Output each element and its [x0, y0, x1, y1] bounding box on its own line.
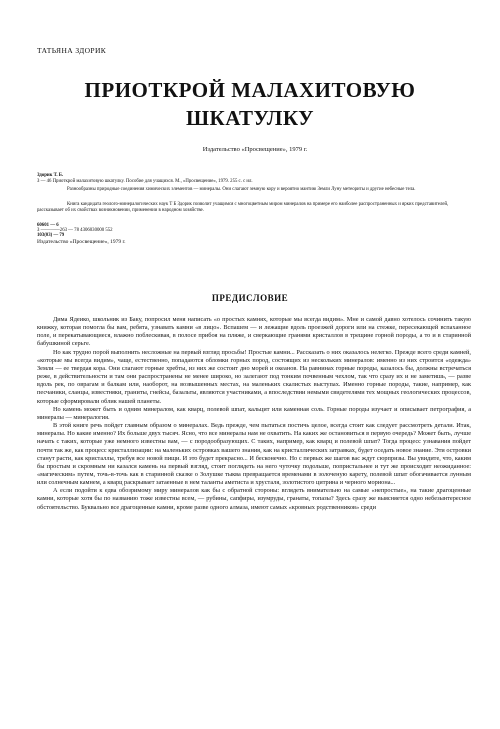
copyright-line: Издательство «Просвещение», 1979 г. — [37, 239, 126, 245]
title-line-1: ПРИОТКРОЙ МАЛАХИТОВУЮ — [84, 78, 416, 102]
publisher-line: Издательство «Просвещение», 1979 г. — [202, 146, 308, 153]
bib-author: Здорик Т. Б. — [37, 173, 64, 178]
bib-description-1: Разнообразны природные соединения химических элементов — минералы. Они слагают земную кору и вероятно мантию Земли Луну метеориты и другие небесные тела. — [67, 187, 416, 192]
section-heading: ПРЕДИСЛОВИЕ — [211, 293, 289, 303]
title-line-2: ШКАТУЛКУ — [185, 106, 315, 130]
paragraph: Но как трудно порой выполнить несложные на первый взгляд просьбы! Простые камни... Рассказать о них оказалось нелегко. Прежде всего среди камней, «которые мы всегда видим», чаще, естественно, попадаются обломки горных пород, состоящих из нескольких минералов: именно из них строится «одежда» Земли — ее твердая кора. Они слагают горные хребты, из них же состоит дно морей и океанов. На равнинах горные породы, казалось бы, должны встречаться реже, в действительности и там они распространены не менее широко, но залегают под тонким почвенным чехлом, так что сразу их и не заметишь, — разве вдоль рек, по оврагам и балкам или, наоборот, на возвышенных местах, на маленьких скалистых выступах. Именно горные породы, такие, например, как песчаники, сланцы, известняки, граниты, гнейсы, базальты, являются участниками, а впоследствии немыми свидетелями тех мощных геологических процессов, которые сформировали облик нашей планеты. — [37, 348, 471, 405]
bib-description-2: Книга кандидата геолого-минералогических наук Т Б Здорик позволит учащимся с многоцветным миром минералов на примере его наиболее распространенных и ярких представителей, рассказывает об их свойствах возникновении, применении в народном хозяйстве. — [37, 202, 449, 213]
paragraph: Дима Ядеико, школьник из Баку, попросил меня написать «о простых камнях, которые мы всегда видим». Мне и самой давно хотелось сочинить такую книжку, которая помогла бы вам, ребята, узнавать камни «в лицо». Вспашем — и лежащие вдоль проезжей дороги или на стежке, пересекающей вспаханное поле, и перекатывающиеся, влажно поблескивая, в полосе прибоя на пляже, и сверкающие гранями кристаллов в трещине горной породы, а то и в старинной бабушкиной серьге. — [37, 316, 471, 348]
catalog-code-3: 103(03) — 79 — [37, 233, 65, 238]
paragraph: А если подойти к едва обозримому миру минералов как бы с обратной стороны: вглядеть внимательно на самые «непростые», на такие драгоценные камни, которые хотя бы по названию тоже известны всем, — рубины, сапфиры, изумруды, гранаты, топазы? Здесь сразу же выясняется одно небезынтересное обстоятельство. Буквально все драгоценные камни, кроме разве одного алмаза, имеют самых «кровных родственников» среди — [37, 487, 471, 511]
book-title — [40, 76, 460, 132]
bib-reference: З — 46 Приоткрой малахитовую шкатулку. Пособие для учащихся. М., «Просвещение», 1979. 255 с. с ил. — [37, 179, 253, 184]
paragraph: Но камень может быть и одним минералом, как кварц, полевой шпат, кальцит или каменная соль. Горные породы изучает и описывает петрография, а минералы — минералогия. — [37, 405, 471, 421]
paragraph: В этой книге речь пойдет главным образом о минералах. Ведь прежде, чем пытаться постичь целое, всегда стоит как следует рассмотреть детали. Итак, минералы. Но какие именно? Их больше двух тысяч. Ясно, что все минералы нам не охватить. На каких же остановиться в первую очередь? Может быть, лучше начать с таких, которые уже немного известны вам, — с породообразующих. С таких, например, как кварц и полевой шпат? Тогда процесс узнавания пойдет почти так же, как процесс кристаллизации: на маленьких островках вашего знания, как на кристаллических затравках, будет оседать новое знание. Эти островки станут расти, как кристаллы, требуя все новой пищи. И это будет прекрасно... И бесконечно. Но с первых же шагов вас ждут сюрпризы. Вы увидите, что, каким бы простым и скромным ни казался камень на первый взгляд, стоит поглядеть на него чуточку подольше, попристальнее и тут же происходит неожиданное: «магическим» путем, точь-в-точь как в старинной сказке о Золушке тыква превращается временами в золоченую карету, полевой шпат обогачивается лунным или солнечным камнем, а кварц раскрывает затаенные в нем таланты аметиста и хрусталя, золотистого цитрина и черного мориона... — [37, 422, 471, 487]
catalog-code-1: 60601 — 6 — [37, 223, 59, 228]
preface-text — [37, 316, 471, 512]
author-name: ТАТЬЯНА ЗДОРИК — [37, 46, 107, 55]
catalog-code-2: З ————263 — 78 4306030000 552 — [37, 228, 113, 233]
